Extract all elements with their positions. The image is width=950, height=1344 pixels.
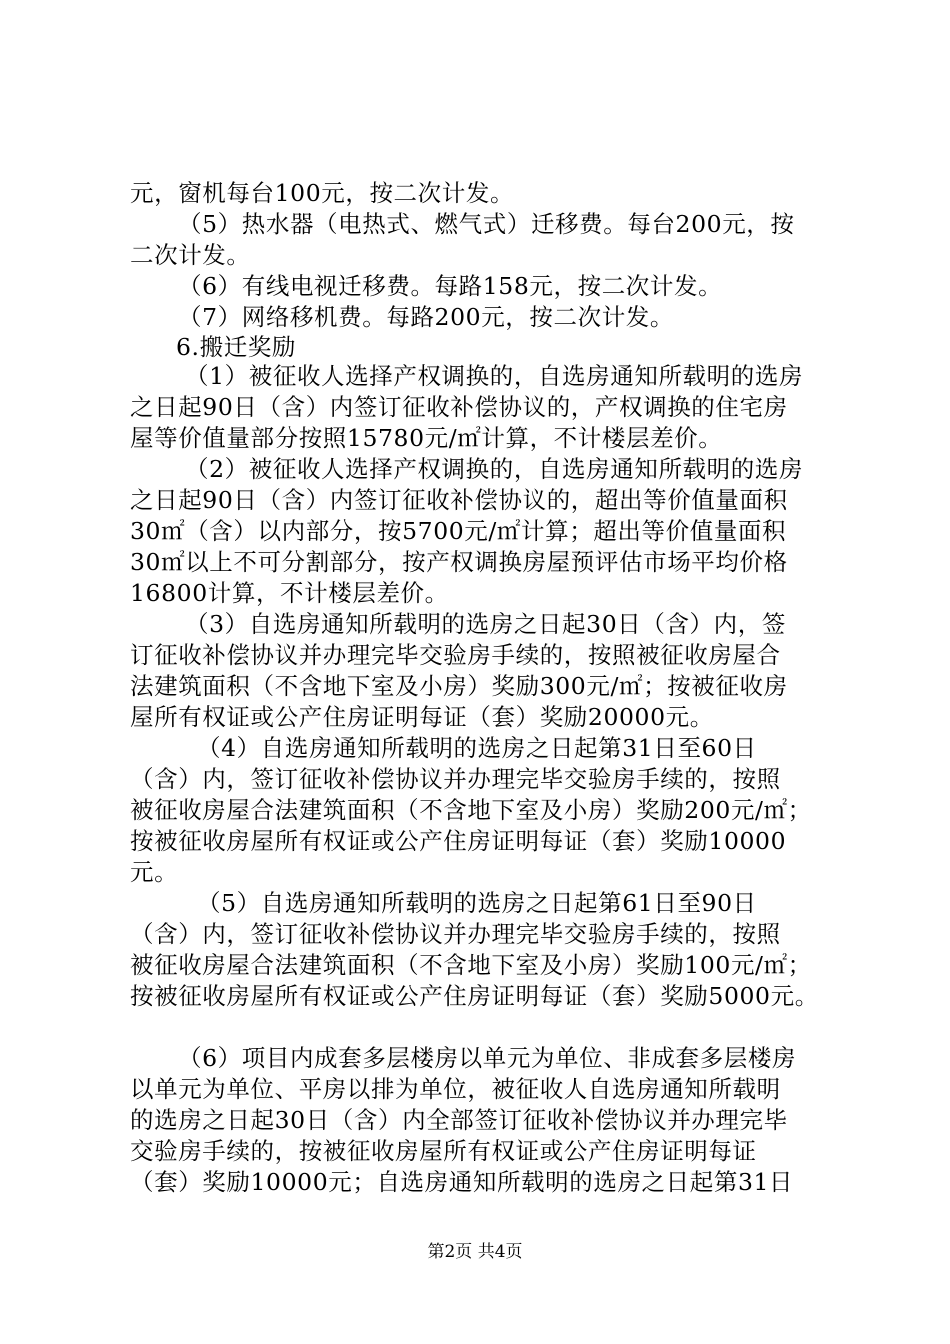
text-line: 屋等价值量部分按照15780元/㎡计算，不计楼层差价。 [130, 424, 723, 452]
text-line: 元，窗机每台100元，按二次计发。 [130, 179, 515, 207]
text-line: （套）奖励10000元；自选房通知所载明的选房之日起第31日 [130, 1168, 794, 1196]
text-line: （1）被征收人选择产权调换的，自选房通知所载明的选房 [185, 362, 804, 390]
text-line: 订征收补偿协议并办理完毕交验房手续的，按照被征收房屋合 [130, 641, 781, 669]
text-line: 以单元为单位、平房以排为单位，被征收人自选房通知所载明 [130, 1075, 781, 1103]
text-line: （5）自选房通知所载明的选房之日起第61日至90日 [197, 889, 757, 917]
text-line: 被征收房屋合法建筑面积（不含地下室及小房）奖励100元/㎡； [130, 951, 812, 979]
text-line: 之日起90日（含）内签订征收补偿协议的，超出等价值量面积 [130, 486, 788, 514]
text-line: （6）有线电视迁移费。每路158元，按二次计发。 [178, 272, 723, 300]
text-line: 16800计算，不计楼层差价。 [130, 579, 449, 607]
text-line: 30㎡以上不可分割部分，按产权调换房屋预评估市场平均价格 [130, 548, 788, 576]
text-line: 的选房之日起30日（含）内全部签订征收补偿协议并办理完毕 [130, 1106, 788, 1134]
text-line: （4）自选房通知所载明的选房之日起第31日至60日 [197, 734, 757, 762]
text-line: （2）被征收人选择产权调换的，自选房通知所载明的选房 [185, 455, 804, 483]
text-line: 二次计发。 [130, 241, 251, 269]
text-line: 30㎡（含）以内部分，按5700元/㎡计算；超出等价值量面积 [130, 517, 787, 545]
text-line: 之日起90日（含）内签订征收补偿协议的，产权调换的住宅房 [130, 393, 788, 421]
text-line: （5）热水器（电热式、燃气式）迁移费。每台200元，按 [178, 210, 795, 238]
text-line: （6）项目内成套多层楼房以单元为单位、非成套多层楼房 [178, 1044, 797, 1072]
text-line: 元。 [130, 858, 179, 886]
text-line: （含）内，签订征收补偿协议并办理完毕交验房手续的，按照 [130, 765, 781, 793]
text-line: 法建筑面积（不含地下室及小房）奖励300元/㎡；按被征收房 [130, 672, 788, 700]
text-line: 交验房手续的，按被征收房屋所有权证或公产住房证明每证 [130, 1137, 757, 1165]
text-line: 按被征收房屋所有权证或公产住房证明每证（套）奖励5000元。 [130, 982, 819, 1010]
text-line: 屋所有权证或公产住房证明每证（套）奖励20000元。 [130, 703, 714, 731]
text-line: 按被征收房屋所有权证或公产住房证明每证（套）奖励10000 [130, 827, 787, 855]
text-line: （7）网络移机费。每路200元，按二次计发。 [178, 303, 675, 331]
page-number: 第2页 共4页 [427, 1242, 523, 1262]
section-heading: 6.搬迁奖励 [176, 333, 297, 361]
text-line: （含）内，签订征收补偿协议并办理完毕交验房手续的，按照 [130, 920, 781, 948]
text-line: （3）自选房通知所载明的选房之日起30日（含）内，签 [185, 610, 786, 638]
text-line: 被征收房屋合法建筑面积（不含地下室及小房）奖励200元/㎡； [130, 796, 812, 824]
